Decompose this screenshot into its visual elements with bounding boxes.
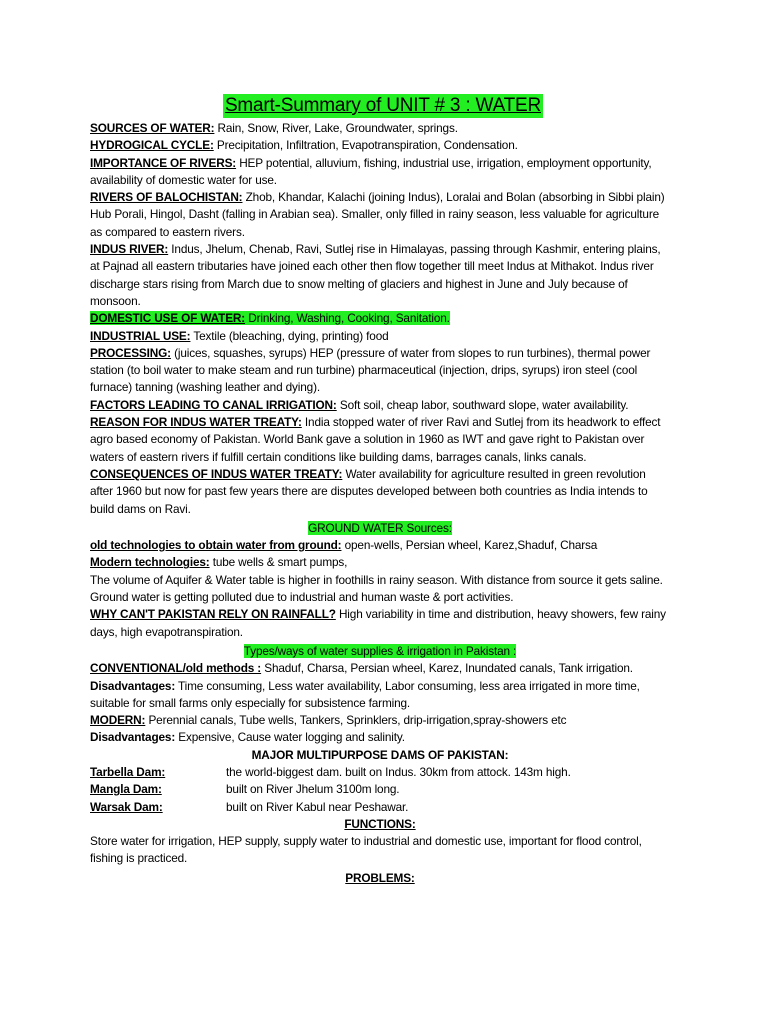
- sources-label: SOURCES OF WATER:: [90, 121, 215, 135]
- indus-label: INDUS RIVER:: [90, 242, 169, 257]
- disadv1-label: Disadvantages:: [90, 678, 176, 693]
- domestic-label: DOMESTIC USE OF WATER:: [90, 311, 246, 326]
- factors-text: Soft soil, cheap labor, southward slope, water availability.: [336, 397, 629, 412]
- industrial-text: Textile (bleaching, dying, printing) food: [190, 328, 389, 343]
- rainfall-para: [90, 606, 670, 641]
- title-wrap: [96, 94, 670, 118]
- industrial-para: [90, 328, 670, 345]
- ground-heading: GROUND WATER Sources:: [308, 520, 452, 535]
- page-title: Smart-Summary of UNIT # 3 : WATER: [224, 95, 542, 116]
- disadv1-para: [90, 678, 670, 713]
- processing-text: (juices, squashes, syrups) HEP (pressure of water from slopes to run turbines), thermal power station (to boil water to make steam and run turbine) pharmaceutical (injection, drips, syrups) iron steel (cool furnace) tanning (washing leather and dying).: [90, 345, 651, 395]
- reason-label: REASON FOR INDUS WATER TREATY:: [90, 415, 302, 430]
- importance-text: HEP potential, alluvium, fishing, industrial use, irrigation, employment opportunity, availability of domestic water for use.: [90, 155, 652, 187]
- old-tech-text: open-wells, Persian wheel, Karez,Shaduf, Charsa: [341, 538, 598, 553]
- functions-text: Store water for irrigation, HEP supply, supply water to industrial and domestic use, important for flood control, fishing is practiced.: [90, 834, 642, 866]
- old-tech-para: [90, 537, 670, 554]
- disadv1-text: Time consuming, Less water availability, Labor consuming, less area irrigated in more time, suitable for small farms only especially for subsistence farming.: [90, 678, 640, 710]
- processing-label: PROCESSING:: [90, 345, 171, 360]
- modern-text: Perennial canals, Tube wells, Tankers, Sprinklers, drip-irrigation,spray-showers etc: [145, 713, 567, 728]
- consequences-text: Water availability for agriculture resulted in green revolution after 1960 but now for past few years there are disputes developed between both countries as India intends to build dams on Ravi.: [90, 466, 648, 516]
- sources-para: [90, 120, 670, 137]
- hydro-label: HYDROGICAL CYCLE:: [90, 138, 214, 153]
- conventional-label: CONVENTIONAL/old methods :: [90, 661, 262, 676]
- modern-para: [90, 712, 670, 729]
- indus-text: Indus, Jhelum, Chenab, Ravi, Sutlej rise in Himalayas, passing through Kashmir, entering plains, at Pajnad all eastern tributaries have joined each other then flow together till meet Indus at Mithakot. Indus river discharge stars rising from March due to snow melting of glaciers and highest in June and July because of monsoon.: [90, 242, 661, 308]
- indus-para: [90, 241, 670, 310]
- problems-heading: PROBLEMS:: [345, 870, 415, 885]
- dam-row: [90, 781, 670, 798]
- dam-desc: the world-biggest dam. built on Indus. 30km from attock. 143m high.: [226, 764, 571, 779]
- aquifer-para: The volume of Aquifer & Water table is higher in foothills in rainy season. With distance from source it gets saline. Ground water is getting polluted due to industrial and human waste & port activities.: [90, 572, 663, 605]
- modern-tech-label: Modern technologies:: [90, 555, 210, 570]
- industrial-label: INDUSTRIAL USE:: [90, 328, 191, 343]
- consequences-para: [90, 466, 670, 518]
- rainfall-text: High variability in time and distribution, heavy showers, few rainy days, high evapotranspiration.: [90, 607, 666, 639]
- sources-text: Rain, Snow, River, Lake, Groundwater, springs.: [214, 121, 458, 135]
- reason-text: India stopped water of river Ravi and Sutlej from its headwork to effect agro based economy of Pakistan. World Bank gave a solution in 1960 as IWT and gave right to Pakistan over waters of eastern rivers if fulfill certain conditions like building dams, barrages canals, links canals.: [90, 415, 661, 464]
- old-tech-label: old technologies to obtain water from ground:: [90, 538, 342, 553]
- modern-tech-para: [90, 554, 670, 571]
- dam-desc: built on River Jhelum 3100m long.: [226, 782, 400, 797]
- dam-name: Mangla Dam:: [90, 782, 162, 797]
- dam-row: [90, 799, 670, 816]
- conventional-text: Shaduf, Charsa, Persian wheel, Karez, Inundated canals, Tank irrigation.: [261, 661, 633, 676]
- processing-para: [90, 345, 670, 397]
- modern-label: MODERN:: [90, 713, 146, 728]
- types-heading: Types/ways of water supplies & irrigation in Pakistan :: [243, 643, 517, 658]
- factors-para: [90, 397, 670, 414]
- types-heading-row: [90, 643, 670, 660]
- domestic-para: [90, 310, 670, 327]
- consequences-label: CONSEQUENCES OF INDUS WATER TREATY:: [90, 466, 343, 481]
- ground-heading-row: [90, 520, 670, 537]
- modern-tech-text: tube wells & smart pumps,: [209, 555, 348, 570]
- disadv2-label: Disadvantages:: [90, 730, 176, 745]
- disadv2-para: [90, 729, 670, 746]
- balochistan-label: RIVERS OF BALOCHISTAN:: [90, 190, 243, 205]
- importance-para: [90, 155, 670, 190]
- functions-heading: FUNCTIONS:: [344, 816, 416, 831]
- hydro-para: [90, 137, 670, 154]
- balochistan-para: [90, 189, 670, 241]
- dam-desc: built on River Kabul near Peshawar.: [226, 799, 409, 814]
- dam-name: Warsak Dam:: [90, 799, 163, 814]
- dam-row: [90, 764, 670, 781]
- reason-para: [90, 414, 670, 466]
- domestic-text: Drinking, Washing, Cooking, Sanitation.: [245, 311, 450, 326]
- rainfall-label: WHY CAN'T PAKISTAN RELY ON RAINFALL?: [90, 607, 336, 622]
- dam-name: Tarbella Dam:: [90, 764, 166, 779]
- hydro-text: Precipitation, Infiltration, Evapotranspiration, Condensation.: [213, 138, 518, 153]
- factors-label: FACTORS LEADING TO CANAL IRRIGATION:: [90, 397, 337, 412]
- balochistan-text: Zhob, Khandar, Kalachi (joining Indus), Loralai and Bolan (absorbing in Sibbi plain) Hub Porali, Hingol, Dasht (falling in Arabian sea). Smaller, only filled in rainy season, less valuable for agriculture as compared to eastern rivers.: [90, 190, 665, 239]
- disadv2-text: Expensive, Cause water logging and salinity.: [175, 730, 405, 745]
- conventional-para: [90, 660, 670, 677]
- dams-heading: MAJOR MULTIPURPOSE DAMS OF PAKISTAN:: [251, 747, 509, 762]
- importance-label: IMPORTANCE OF RIVERS:: [90, 155, 237, 170]
